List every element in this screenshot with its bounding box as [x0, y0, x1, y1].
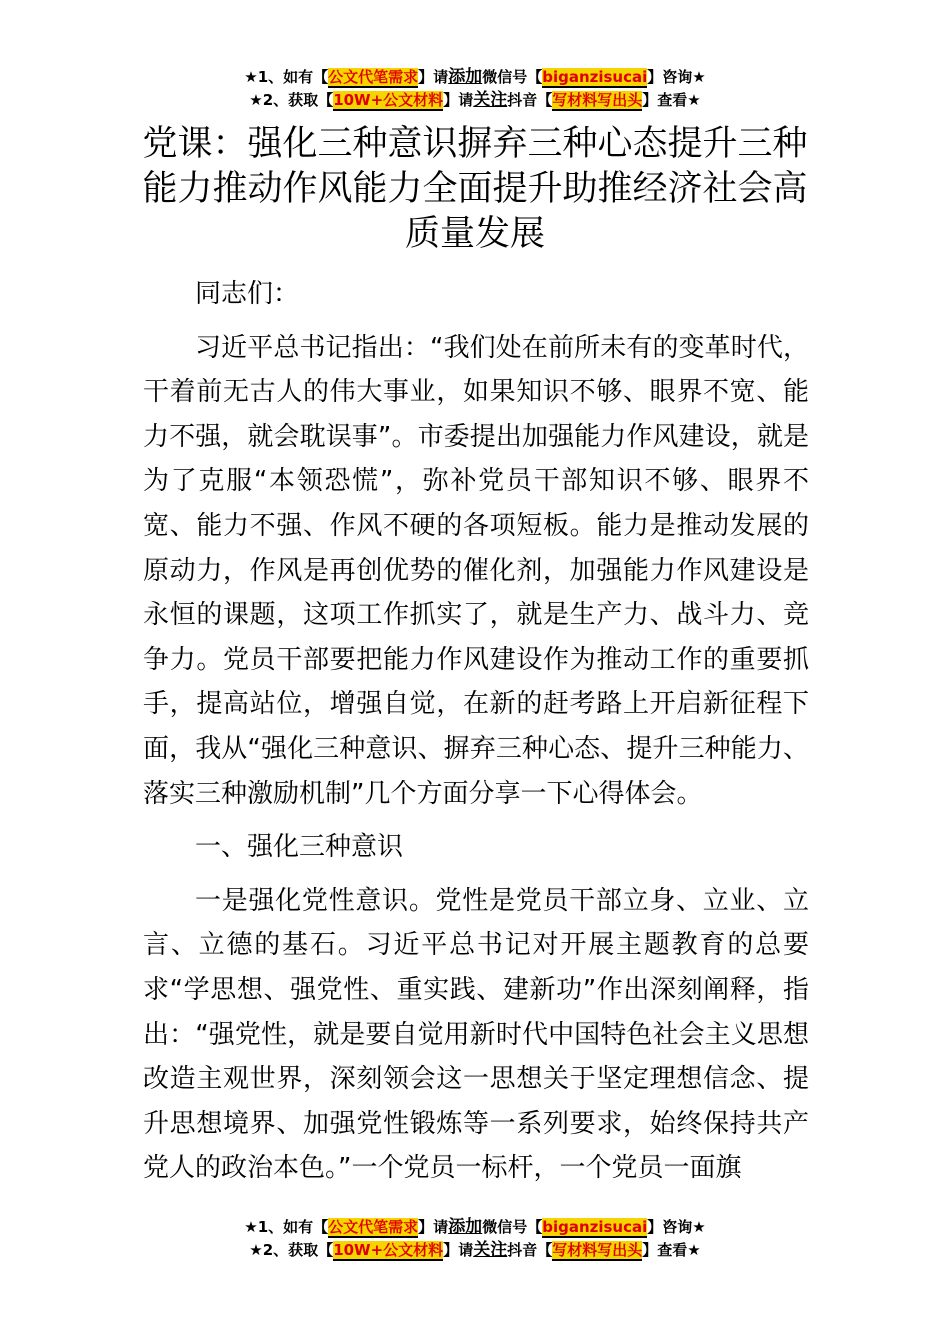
paragraph-intro: 习近平总书记指出：“我们处在前所未有的变革时代，干着前无古人的伟大事业，如果知识不够、眼界不宽、能力不强，就会耽误事”。市委提出加强能力作风建设，就是为了克服“本领恐慌”，弥补党员干部知识不够、眼界不宽、能力不强、作风不硬的各项短板。能力是推动发展的原动力，作风是再创优势的催化剂，加强能力作风建设是永恒的课题，这项工作抓实了，就是生产力、战斗力、竞争力。党员干部要把能力作风建设作为推动工作的重要抓手，提高站位，增强自觉，在新的赶考路上开启新征程下面，我从“强化三种意识、摒弃三种心态、提升三种能力、落实三种激励机制”几个方面分享一下心得体会。	[143, 332, 809, 809]
promo-highlight: 写材料写出头	[552, 91, 643, 109]
paragraph-party-spirit: 一是强化党性意识。党性是党员干部立身、立业、立言、立德的基石。习近平总书记对开展主题教育的总要求“学思想、强党性、重实践、建新功”作出深刻阐释，指出：“强党性，就是要自觉用新时代中国特色社会主义思想改造主观世界，深刻领会这一思想关于坚定理想信念、提升思想境界、加强党性锻炼等一系列要求，始终保持共产党人的政治本色。”一个党员一标杆，一个党员一面旗	[143, 885, 809, 1184]
promo-text: ★1、如有【	[244, 1218, 329, 1236]
promo-text: 】请	[443, 1241, 474, 1259]
promo-text: 】查看★	[642, 91, 701, 109]
salutation: 同志们：	[195, 279, 300, 309]
promo-highlight: 写材料写出头	[552, 1241, 643, 1259]
promo-text: ★2、获取【	[249, 1241, 334, 1259]
promo-text: 】请	[418, 68, 449, 86]
promo-emphasis: 添加	[448, 1217, 483, 1237]
promo-highlight: 10W+公文材料	[333, 1241, 444, 1259]
promo-text: 】咨询★	[647, 1218, 706, 1236]
promo-highlight: 10W+公文材料	[333, 91, 444, 109]
promo-text: 抖音【	[507, 91, 553, 109]
promo-highlight: biganzisucai	[542, 1218, 648, 1236]
promo-line-2	[0, 89, 950, 112]
promo-line-1	[0, 1216, 950, 1239]
promo-emphasis: 关注	[473, 1240, 508, 1260]
promo-highlight: biganzisucai	[542, 68, 648, 86]
section-heading-1: 一、强化三种意识	[195, 832, 404, 863]
promo-highlight: 公文代笔需求	[328, 1218, 419, 1236]
promo-emphasis: 关注	[473, 90, 508, 110]
promo-text: ★1、如有【	[244, 68, 329, 86]
promo-text: 】请	[443, 91, 474, 109]
promo-highlight: 公文代笔需求	[328, 68, 419, 86]
document-title: 党课：强化三种意识摒弃三种心态提升三种能力推动作风能力全面提升助推经济社会高质量发展	[142, 124, 808, 254]
promo-text: 微信号【	[482, 1218, 543, 1236]
promo-text: 微信号【	[482, 68, 543, 86]
promo-header	[0, 66, 950, 112]
promo-text: ★2、获取【	[249, 91, 334, 109]
promo-text: 】查看★	[642, 1241, 701, 1259]
promo-line-1	[0, 66, 950, 89]
promo-text: 抖音【	[507, 1241, 553, 1259]
promo-text: 】咨询★	[647, 68, 706, 86]
promo-emphasis: 添加	[448, 67, 483, 87]
promo-line-2	[0, 1239, 950, 1262]
promo-footer	[0, 1216, 950, 1262]
promo-text: 】请	[418, 1218, 449, 1236]
document-body	[143, 272, 809, 1200]
